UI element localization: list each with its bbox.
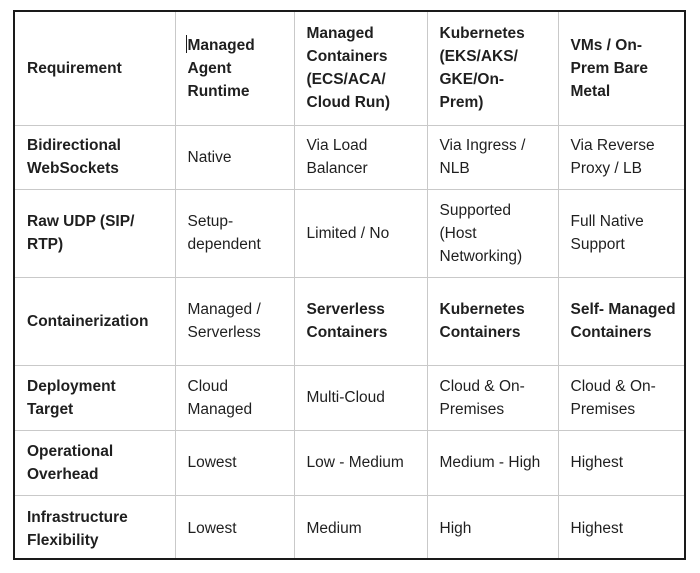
- table-cell: Cloud & On- Premises: [427, 365, 558, 430]
- table-cell: Self- Managed Containers: [558, 277, 686, 365]
- table-cell: Via Load Balancer: [294, 125, 427, 189]
- comparison-table: [13, 10, 686, 560]
- table-cell: Medium - High: [427, 430, 558, 495]
- table-cell: Highest: [570, 520, 624, 538]
- table-cell: Via Reverse Proxy / LB: [558, 125, 686, 189]
- table-cell: Serverless Containers: [294, 277, 427, 365]
- table-cell: Lowest: [175, 430, 294, 495]
- table-cell: Low - Medium: [294, 430, 427, 495]
- table-cell: Kubernetes Containers: [427, 277, 558, 365]
- table-row: [15, 495, 686, 560]
- deployment-comparison-table: [15, 12, 686, 560]
- row-label: Bidirectional WebSockets: [15, 125, 175, 189]
- table-row: [15, 365, 686, 430]
- header-managed-containers: Managed Containers (ECS/ACA/ Cloud Run): [294, 12, 427, 125]
- row-label: Raw UDP (SIP/ RTP): [15, 189, 175, 277]
- table-row: [15, 189, 686, 277]
- table-cell: Medium: [294, 495, 427, 560]
- table-cell: Supported (Host Networking): [427, 189, 558, 277]
- row-label: Deployment Target: [15, 365, 175, 430]
- table-cell: Multi-Cloud: [294, 365, 427, 430]
- table-cell: Via Ingress / NLB: [427, 125, 558, 189]
- table-cell: Lowest: [175, 495, 294, 560]
- row-label: Containerization: [15, 277, 175, 365]
- table-header-row: [15, 12, 686, 125]
- table-cell: High: [427, 495, 558, 560]
- table-cell: Limited / No: [294, 189, 427, 277]
- header-managed-agent-runtime: Managed Agent Runtime: [175, 12, 294, 125]
- table-cell: Native: [175, 125, 294, 189]
- header-kubernetes: Kubernetes (EKS/AKS/ GKE/On- Prem): [427, 12, 558, 125]
- table-cell: Full Native Support: [558, 189, 686, 277]
- row-label: Operational Overhead: [15, 430, 175, 495]
- table-row: [15, 430, 686, 495]
- table-cell: Highest: [558, 430, 686, 495]
- text-cursor: [186, 35, 187, 53]
- table-cell: Cloud Managed: [175, 365, 294, 430]
- table-row: [15, 125, 686, 189]
- table-cell: Setup- dependent: [175, 189, 294, 277]
- header-requirement: Requirement: [15, 12, 175, 125]
- header-vms-bare-metal: VMs / On- Prem Bare Metal: [558, 12, 686, 125]
- row-label: Infrastructure Flexibility: [15, 495, 175, 560]
- table-cell: Cloud & On- Premises: [558, 365, 686, 430]
- table-row: [15, 277, 686, 365]
- table-cell: Managed / Serverless: [175, 277, 294, 365]
